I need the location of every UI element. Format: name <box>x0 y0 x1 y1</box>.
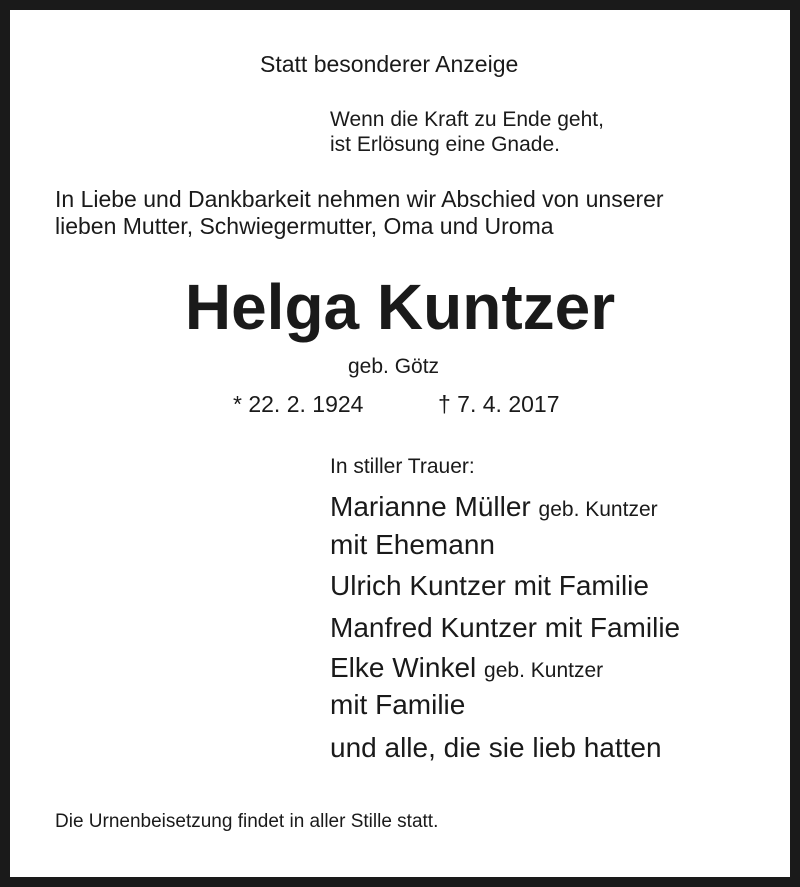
deceased-name: Helga Kuntzer <box>184 271 616 343</box>
mourner-maiden-name: geb. Kuntzer <box>538 498 658 521</box>
intro-line-2: lieben Mutter, Schwiegermutter, Oma und Uroma <box>55 213 554 239</box>
burial-note: Die Urnenbeisetzung findet in aller Stille statt. <box>55 811 439 832</box>
mourner-maiden-name: geb. Kuntzer <box>484 659 604 682</box>
mourner-entry: mit Ehemann <box>330 529 495 560</box>
quote-line-1: Wenn die Kraft zu Ende geht, <box>330 108 604 131</box>
intro-line-1: In Liebe und Dankbarkeit nehmen wir Abschied von unserer <box>55 186 664 212</box>
mourner-entry <box>330 492 658 523</box>
death-date: † 7. 4. 2017 <box>438 391 560 417</box>
mourner-entry: und alle, die sie lieb hatten <box>330 732 662 763</box>
mourner-entry: Ulrich Kuntzer mit Familie <box>330 570 649 601</box>
mourner-entry: mit Familie <box>330 689 466 720</box>
mourner-name: Elke Winkel <box>330 652 477 683</box>
quote-line-2: ist Erlösung eine Gnade. <box>330 133 560 156</box>
mourner-entry <box>330 653 603 684</box>
mourners-heading: In stiller Trauer: <box>330 455 475 478</box>
notice-header: Statt besonderer Anzeige <box>260 51 519 77</box>
maiden-name: geb. Götz <box>348 355 440 378</box>
birth-date: * 22. 2. 1924 <box>233 391 364 417</box>
mourner-name: Marianne Müller <box>330 491 531 522</box>
mourner-entry: Manfred Kuntzer mit Familie <box>330 612 681 643</box>
